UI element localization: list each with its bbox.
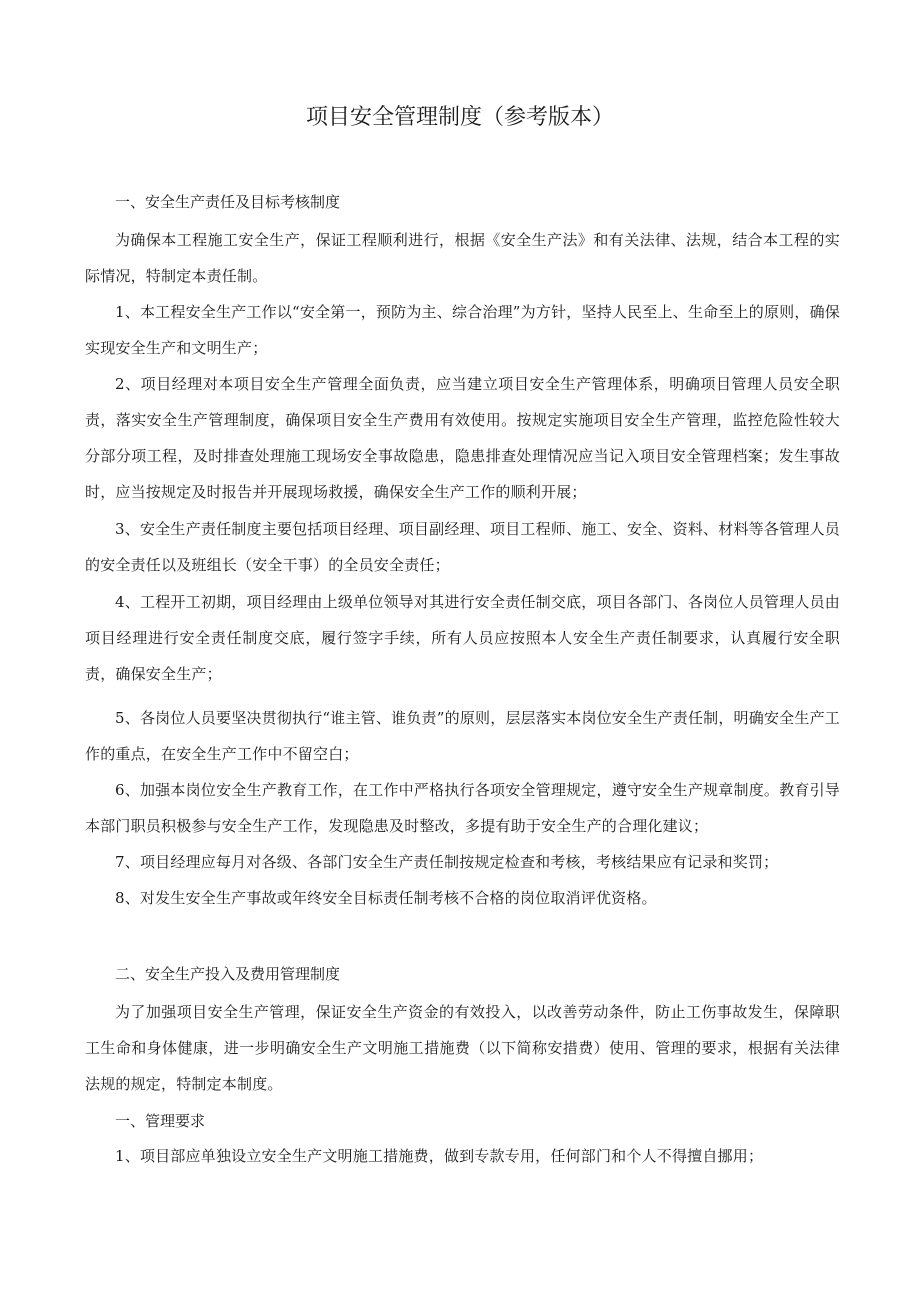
section2-intro: 为了加强项目安全生产管理，保证安全生产资金的有效投入，以改善劳动条件，防止工伤事故发生，保障职工生命和身体健康，进一步明确安全生产文明施工措施费（以下简称安措费）使用、管理的要求，根据有关法律法规的规定，特制定本制度。 — [85, 1003, 840, 1093]
section1-item-5: 5、各岗位人员要坚决贯彻执行“谁主管、谁负责”的原则，层层落实本岗位安全生产责任制，明确安全生产工作的重点，在安全生产工作中不留空白； — [85, 709, 840, 763]
section1-item-8: 8、对发生安全生产事故或年终安全目标责任制考核不合格的岗位取消评优资格。 — [115, 889, 657, 907]
section1-item-4: 4、工程开工初期，项目经理由上级单位领导对其进行安全责任制交底，项目各部门、各岗位人员管理人员由项目经理进行安全责任制度交底，履行签字手续，所有人员应按照本人安全生产责任制要求，认真履行安全职责，确保安全生产； — [85, 593, 840, 683]
section2-item-1: 1、项目部应单独设立安全生产文明施工措施费，做到专款专用，任何部门和个人不得擅自挪用； — [115, 1147, 764, 1165]
section1-intro: 为确保本工程施工安全生产，保证工程顺利进行，根据《安全生产法》和有关法律、法规，结合本工程的实际情况，特制定本责任制。 — [85, 231, 840, 285]
section1-item-2: 2、项目经理对本项目安全生产管理全面负责，应当建立项目安全生产管理体系，明确项目管理人员安全职责，落实安全生产管理制度，确保项目安全生产费用有效使用。按规定实施项目安全生产管理，监控危险性较大分部分项工程，及时排查处理施工现场安全事故隐患，隐患排查处理情况应当记入项目安全管理档案；发生事故时，应当按规定及时报告并开展现场救援，确保安全生产工作的顺利开展； — [85, 375, 840, 501]
section2-heading: 二、安全生产投入及费用管理制度 — [115, 965, 341, 983]
document-title: 项目安全管理制度（参考版本） — [305, 105, 614, 130]
section1-item-7: 7、项目经理应每月对各级、各部门安全生产责任制按规定检查和考核，考核结果应有记录和奖罚； — [115, 853, 779, 871]
section1-item-3: 3、安全生产责任制度主要包括项目经理、项目副经理、项目工程师、施工、安全、资料、材料等各管理人员的安全责任以及班组长（安全干事）的全员安全责任； — [85, 520, 840, 574]
section2-subheading: 一、管理要求 — [115, 1112, 206, 1130]
section1-item-6: 6、加强本岗位安全生产教育工作，在工作中严格执行各项安全管理规定，遵守安全生产规章制度。教育引导本部门职员积极参与安全生产工作，发现隐患及时整改，多提有助于安全生产的合理化建议； — [85, 781, 840, 835]
section1-heading: 一、安全生产责任及目标考核制度 — [115, 193, 341, 211]
section1-item-1: 1、本工程安全生产工作以“安全第一，预防为主、综合治理”为方针，坚持人民至上、生命至上的原则，确保实现安全生产和文明生产； — [85, 303, 840, 357]
